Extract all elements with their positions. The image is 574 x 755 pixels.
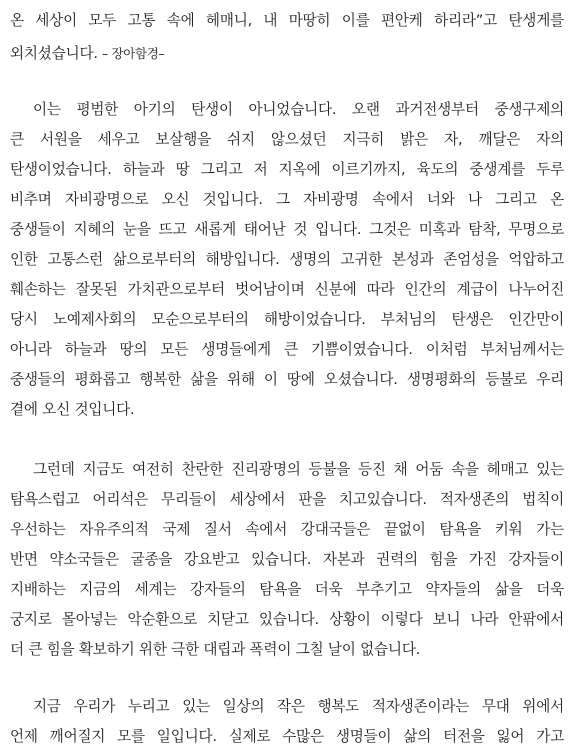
text-line: 언제 깨어질지 모를 일입니다. 실제로 수많은 생명들이 삶의 터전을 잃어 가고 <box>10 728 564 745</box>
text-line: 훼손하는 잘못된 가치관으로부터 벗어남이며 신분에 따라 인간의 계급이 나누어진 <box>10 281 564 298</box>
text-line: 탐욕스럽고 어리석은 무리들이 세상에서 판을 치고있습니다. 적자생존의 법칙이 <box>10 491 564 508</box>
text-line: 탄생이었습니다. 하늘과 땅 그리고 저 지옥에 이르기까지, 육도의 중생계를 두루 <box>10 161 564 178</box>
text-line: 중생들이 지혜의 눈을 뜨고 새롭게 태어난 것 입니다. 그것은 미혹과 탐착, 무명으로 <box>10 221 564 238</box>
text-line: 반면 약소국들은 굴종을 강요받고 있습니다. 자본과 권력의 힘을 가진 강자들이 <box>10 551 564 568</box>
text-line: 더 큰 힘을 확보하기 위한 극한 대립과 폭력이 그칠 날이 없습니다. <box>10 641 421 658</box>
text-line: 이는 평범한 아기의 탄생이 아니었습니다. 오랜 과거전생부터 중생구제의 <box>33 101 564 118</box>
text-line: 그런데 지금도 여전히 찬란한 진리광명의 등불을 등진 채 어둠 속을 헤매고 있는 <box>33 461 564 478</box>
text-line: 지배하는 지금의 세계는 강자들의 탐욕을 더욱 부추기고 약자들의 삶을 더욱 <box>10 581 564 598</box>
text-line <box>10 41 564 67</box>
attribution: – 장아함경– <box>101 46 165 61</box>
text-line: 온 세상이 모두 고통 속에 헤매니, 내 마땅히 이를 편안케 하리라”고 탄생게를 <box>10 12 564 29</box>
text-line: 비추며 자비광명으로 오신 것입니다. 그 자비광명 속에서 너와 나 그리고 온 <box>10 191 564 208</box>
text-line: 아니라 하늘과 땅의 모든 생명들에게 큰 기쁨이였습니다. 이처럼 부처님께서는 <box>10 341 564 358</box>
text-line: 지금 우리가 누리고 있는 일상의 작은 행복도 적자생존이라는 무대 위에서 <box>33 698 564 715</box>
text-line: 인한 고통스런 삶으로부터의 해방입니다. 생명의 고귀한 본성과 존엄성을 억압하고 <box>10 251 564 268</box>
text-line: 곁에 오신 것입니다. <box>10 401 135 418</box>
text-line: 큰 서원을 세우고 보살행을 쉬지 않으셨던 지극히 밝은 자, 깨달은 자의 <box>10 131 564 148</box>
text-line: 당시 노예제사회의 모순으로부터의 해방이었습니다. 부처님의 탄생은 인간만이 <box>10 311 564 328</box>
text-line: 우선하는 자유주의적 국제 질서 속에서 강대국들은 끝없이 탐욕을 키워 가는 <box>10 521 564 538</box>
text-line-content: 외치셨습니다. <box>10 45 98 62</box>
text-line: 중생들의 평화롭고 행복한 삶을 위해 이 땅에 오셨습니다. 생명평화의 등불로 우리 <box>10 371 564 388</box>
text-line: 궁지로 몰아넣는 악순환으로 치닫고 있습니다. 상황이 이렇다 보니 나라 안팎에서 <box>10 611 564 628</box>
